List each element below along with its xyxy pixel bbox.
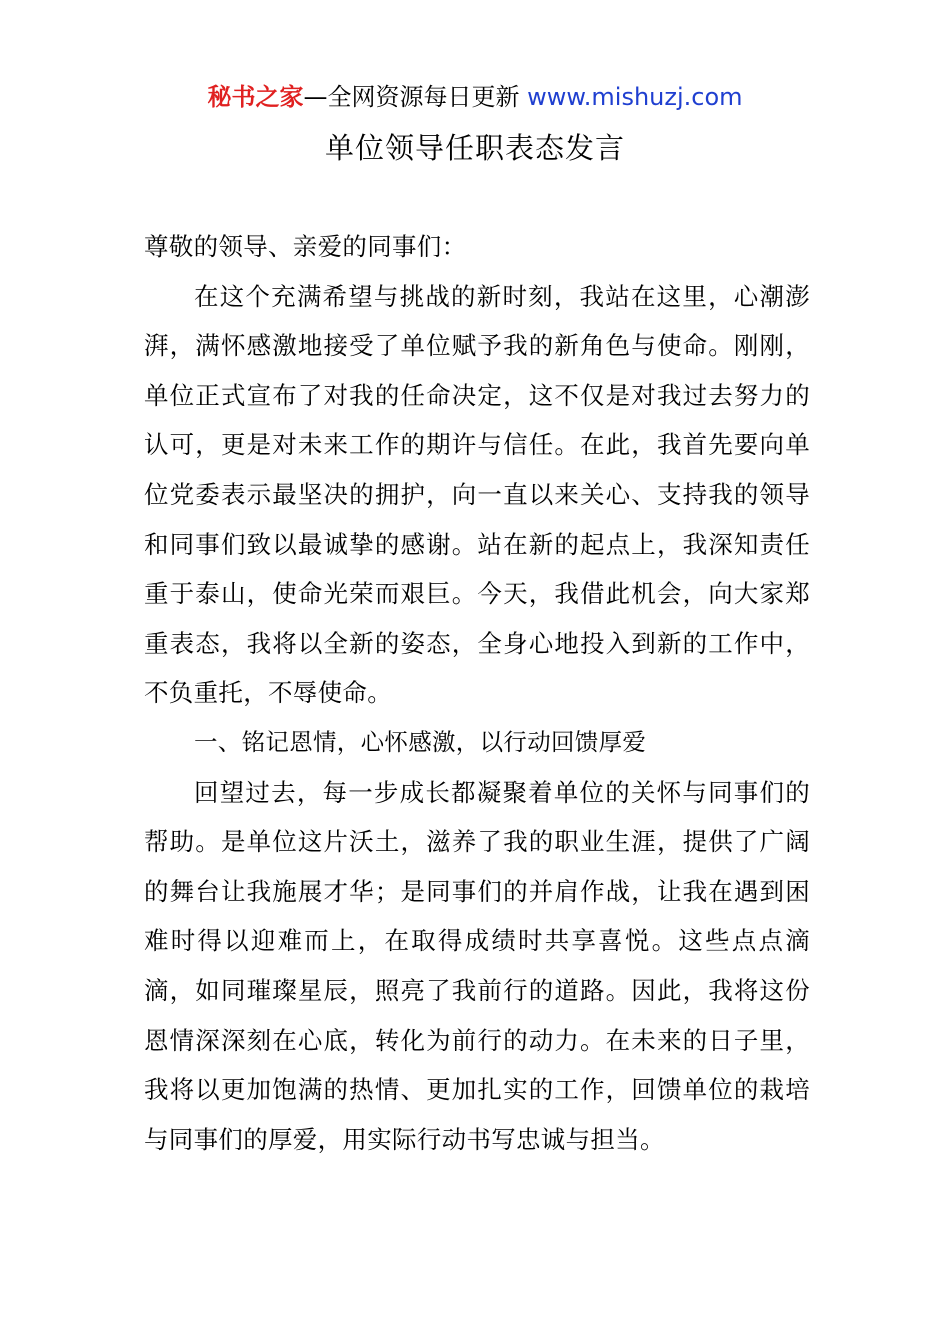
site-url-link[interactable]: www.mishuzj.com (527, 83, 743, 111)
document-title: 单位领导任职表态发言 (324, 131, 625, 165)
site-header (0, 80, 950, 114)
document-body (144, 222, 810, 1164)
salutation: 尊敬的领导、亲爱的同事们： (144, 232, 467, 261)
section-heading: 一、铭记恩情，心怀感激，以行动回馈厚爱 (194, 727, 647, 756)
intro-paragraph: 在这个充满希望与挑战的新时刻，我站在这里，心潮澎湃，满怀感激地接受了单位赋予我的新角色与使命。刚刚，单位正式宣布了对我的任命决定，这不仅是对我过去努力的认可，更是对未来工作的期许与信任。在此，我首先要向单位党委表示最坚决的拥护，向一直以来关心、支持我的领导和同事们致以最诚挚的感谢。站在新的起点上，我深知责任重于泰山，使命光荣而艰巨。今天，我借此机会，向大家郑重表态，我将以全新的姿态，全身心地投入到新的工作中，不负重托，不辱使命。 (144, 281, 810, 708)
brand-name: 秘书之家 (207, 83, 304, 111)
header-tagline: —全网资源每日更新 (303, 83, 528, 111)
section-paragraph: 回望过去，每一步成长都凝聚着单位的关怀与同事们的帮助。是单位这片沃土，滋养了我的职业生涯，提供了广阔的舞台让我施展才华；是同事们的并肩作战，让我在遇到困难时得以迎难而上，在取得成绩时共享喜悦。这些点点滴滴，如同璀璨星辰，照亮了我前行的道路。因此，我将这份恩情深深刻在心底，转化为前行的动力。在未来的日子里，我将以更加饱满的热情、更加扎实的工作，回馈单位的栽培与同事们的厚爱，用实际行动书写忠诚与担当。 (144, 777, 810, 1154)
